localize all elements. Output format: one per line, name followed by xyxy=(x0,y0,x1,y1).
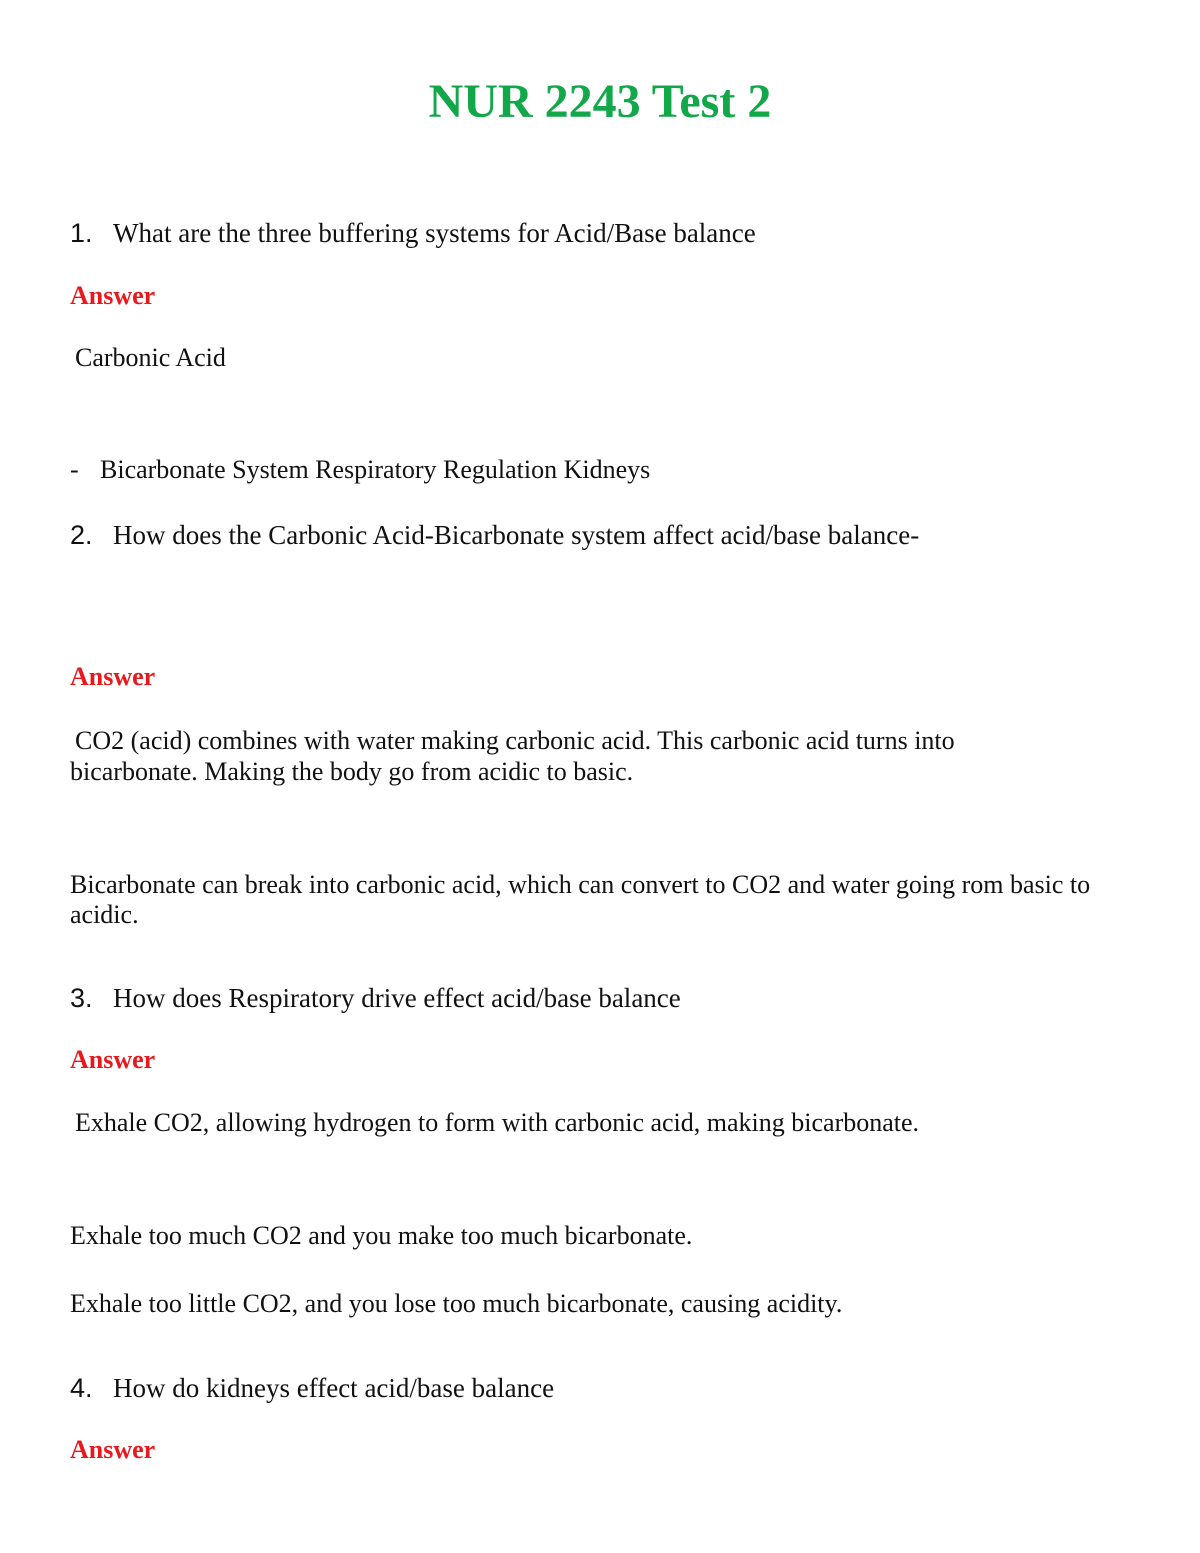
question-text: How do kidneys effect acid/base balance xyxy=(113,1373,555,1403)
answer-line: Exhale too little CO2, and you lose too much bicarbonate, causing acidity. xyxy=(70,1289,843,1318)
answer-bullet xyxy=(70,454,650,485)
question-1 xyxy=(70,216,756,250)
answer-line: Bicarbonate can break into carbonic acid, which can convert to CO2 and water going rom basic to xyxy=(70,870,1091,899)
answer-line: bicarbonate. Making the body go from acidic to basic. xyxy=(70,757,634,786)
answer-label: Answer xyxy=(70,281,156,310)
question-text: What are the three buffering systems for Acid/Base balance xyxy=(113,218,756,248)
dash-marker: - xyxy=(70,455,79,484)
answer-label: Answer xyxy=(70,1435,156,1464)
question-number: 2. xyxy=(70,520,93,550)
question-number: 3. xyxy=(70,983,93,1013)
question-number: 1. xyxy=(70,218,93,248)
question-2 xyxy=(70,518,919,552)
answer-line: CO2 (acid) combines with water making carbonic acid. This carbonic acid turns into xyxy=(75,726,955,755)
question-4 xyxy=(70,1371,554,1405)
answer-line: Exhale too much CO2 and you make too much bicarbonate. xyxy=(70,1221,693,1250)
page-title: NUR 2243 Test 2 xyxy=(428,75,772,128)
question-text: How does Respiratory drive effect acid/base balance xyxy=(113,983,681,1013)
answer-label: Answer xyxy=(70,1045,156,1074)
question-number: 4. xyxy=(70,1373,93,1403)
answer-line: Carbonic Acid xyxy=(75,343,226,372)
question-text: How does the Carbonic Acid-Bicarbonate system affect acid/base balance- xyxy=(113,520,920,550)
answer-line: Exhale CO2, allowing hydrogen to form with carbonic acid, making bicarbonate. xyxy=(75,1108,920,1137)
answer-label: Answer xyxy=(70,662,156,691)
answer-line: acidic. xyxy=(70,900,139,929)
question-3 xyxy=(70,981,681,1015)
answer-line: Bicarbonate System Respiratory Regulation Kidneys xyxy=(100,455,651,484)
